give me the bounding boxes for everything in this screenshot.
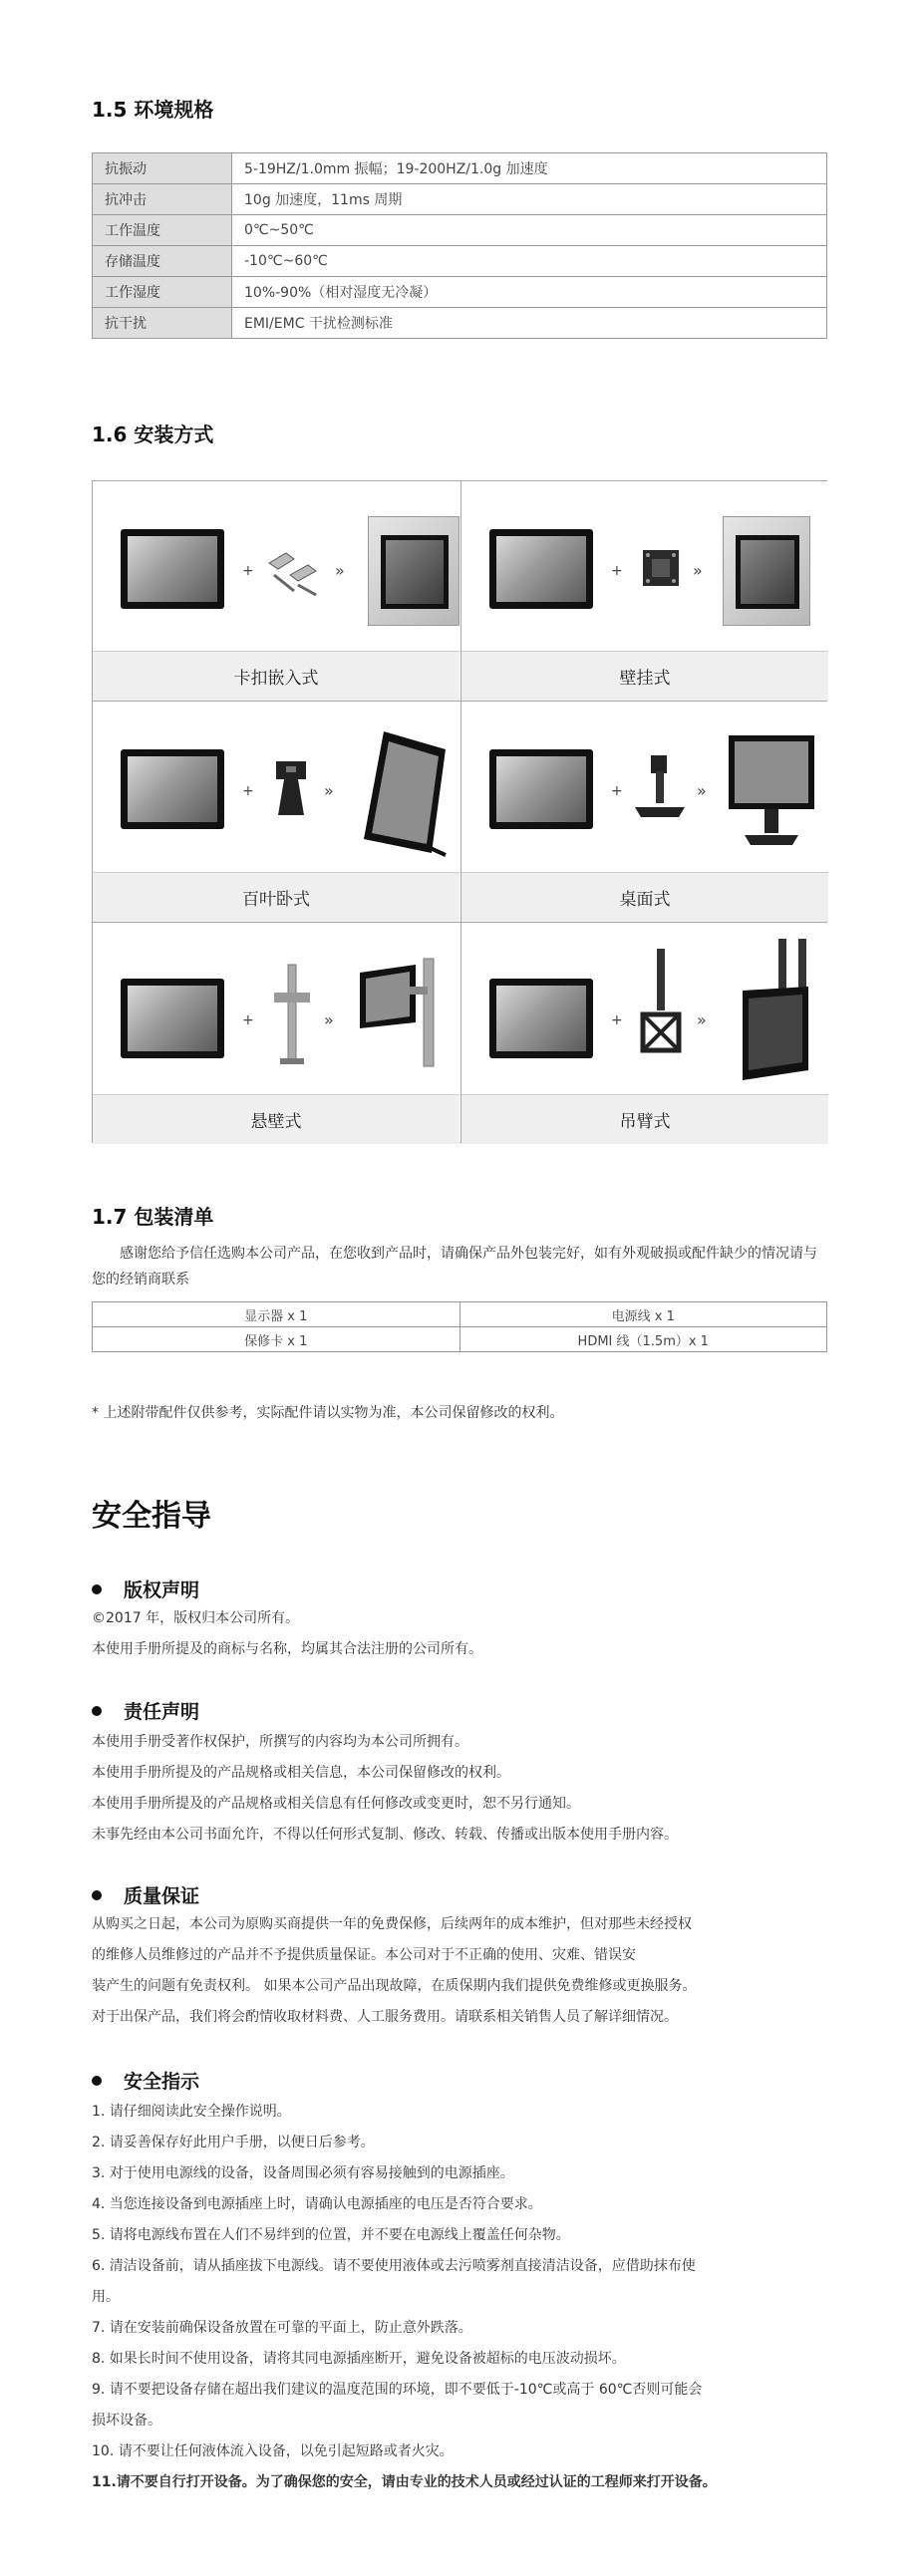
list-item: 1. 请仔细阅读此安全操作说明。 (92, 2104, 291, 2120)
louver-stand-icon (268, 757, 314, 819)
plus-icon: + (242, 1012, 254, 1028)
text-line: 未事先经由本公司书面允许，不得以任何形式复制、修改、转载、传播或出版本使用手册内容。 (92, 1827, 678, 1843)
text-line: ©2017 年，版权归本公司所有。 (92, 1610, 300, 1626)
heading-label: 版权声明 (124, 1579, 200, 1601)
plus-icon: + (611, 1012, 623, 1028)
list-item: 3. 对于使用电源线的设备，设备周围必须有容易接触到的电源插座。 (92, 2165, 514, 2181)
list-item: 用。 (92, 2289, 120, 2305)
mount-label: 悬壁式 (93, 1094, 459, 1144)
text-line: 本使用手册所提及的产品规格或相关信息有任何修改或变更时，恕不另行通知。 (92, 1796, 580, 1812)
panel-mounted-image (368, 516, 459, 626)
liability-body (92, 1727, 834, 1851)
text-line: 装产生的问题有免责权利。 如果本公司产品出现故障，在质保期内我们提供免费维修或更换服务。 (92, 1978, 697, 1994)
text-line: 对于出保产品，我们将会酌情收取材料费、人工服务费用。请联系相关销售人员了解详细情况。 (92, 2009, 678, 2025)
mount-label: 百叶卧式 (93, 872, 459, 922)
spec-key: 存储温度 (93, 246, 232, 277)
arrow-icon: » (697, 1010, 705, 1029)
list-item: 11.请不要自行打开设备。为了确保您的安全，请由专业的技术人员或经过认证的工程师来打开设备。 (92, 2474, 717, 2490)
spec-value: 10%-90%（相对湿度无冷凝） (232, 277, 827, 308)
install-section-title: 1.6 安装方式 (92, 423, 214, 446)
table-row (93, 1327, 827, 1352)
table-row (93, 277, 827, 308)
monitor-image (489, 529, 593, 609)
louver-monitor-image (354, 719, 454, 859)
monitor-image (489, 749, 593, 829)
text-line: 本使用手册所提及的产品规格或相关信息，本公司保留修改的权利。 (92, 1765, 510, 1781)
spec-value: -10℃~60℃ (232, 246, 827, 277)
arrow-icon: » (335, 561, 343, 580)
mount-illustration (461, 923, 828, 1092)
warranty-heading (92, 1881, 199, 1908)
instructions-heading (92, 2067, 199, 2094)
hanging-monitor-image (723, 937, 822, 1086)
table-row (93, 153, 827, 184)
packing-section-title: 1.7 包装清单 (92, 1205, 214, 1229)
mount-label: 桌面式 (461, 872, 828, 922)
panel-mounted-image (723, 516, 810, 626)
mount-option-wall (461, 481, 828, 701)
mount-illustration (93, 923, 459, 1092)
spec-key: 抗冲击 (93, 184, 232, 215)
spec-key: 抗振动 (93, 153, 232, 184)
heading-label: 质量保证 (124, 1885, 200, 1907)
heading-label: 安全指示 (124, 2071, 200, 2093)
mount-label: 卡扣嵌入式 (93, 651, 459, 701)
monitor-image (489, 979, 593, 1058)
arrow-icon: » (693, 561, 701, 580)
safety-title: 安全指导 (92, 1499, 211, 1534)
mount-option-desktop (461, 702, 828, 922)
list-item: 10. 请不要让任何液体流入设备，以免引起短路或者火灾。 (92, 2443, 454, 2459)
env-section-title: 1.5 环境规格 (92, 98, 214, 122)
text-line: 本使用手册所提及的商标与名称，均属其合法注册的公司所有。 (92, 1641, 482, 1657)
mount-illustration (93, 481, 459, 651)
desktop-stand-icon (631, 751, 689, 823)
bullet-icon (92, 2076, 102, 2086)
monitor-image (121, 979, 224, 1058)
list-item: 2. 请妥善保存好此用户手册，以便日后参考。 (92, 2135, 375, 2150)
packing-table (92, 1301, 827, 1352)
copyright-heading (92, 1575, 199, 1602)
table-row (93, 184, 827, 215)
desktop-monitor-image (723, 731, 822, 849)
list-item: 损坏设备。 (92, 2413, 161, 2429)
mounting-grid (92, 480, 827, 1143)
liability-heading (92, 1697, 199, 1724)
cantilever-monitor-image (354, 953, 454, 1072)
arrow-icon: » (324, 1010, 332, 1029)
packing-note: * 上述附带配件仅供参考，实际配件请以实物为准，本公司保留修改的权利。 (92, 1405, 564, 1421)
env-spec-table (92, 152, 827, 339)
spec-value: 0℃~50℃ (232, 215, 827, 246)
mount-label: 吊臂式 (461, 1094, 828, 1144)
mount-illustration (461, 481, 828, 651)
table-row (93, 246, 827, 277)
list-item: 7. 请在安装前确保设备放置在可靠的平面上，防止意外跌落。 (92, 2320, 472, 2336)
wall-bracket-icon (639, 546, 683, 590)
list-item: 5. 请将电源线布置在人们不易绊到的位置，并不要在电源线上覆盖任何杂物。 (92, 2227, 570, 2243)
monitor-image (121, 529, 224, 609)
arrow-icon: » (324, 781, 332, 800)
mount-option-snap-embedded (93, 481, 459, 701)
table-row (93, 308, 827, 339)
plus-icon: + (242, 783, 254, 799)
text-line: 的维修人员维修过的产品并不予提供质量保证。本公司对于不正确的使用、灾难、错误安 (92, 1947, 636, 1963)
text-line: 从购买之日起，本公司为原购买商提供一年的免费保修，后续两年的成本维护，但对那些未经授权 (92, 1916, 692, 1932)
mount-option-louver (93, 702, 459, 922)
spec-key: 工作温度 (93, 215, 232, 246)
hanging-bracket-icon (633, 945, 689, 1074)
warranty-body (92, 1909, 834, 2033)
spec-key: 抗干扰 (93, 308, 232, 339)
text-line: 本使用手册受著作权保护，所撰写的内容均为本公司所拥有。 (92, 1734, 468, 1750)
list-item: 4. 当您连接设备到电源插座上时，请确认电源插座的电压是否符合要求。 (92, 2196, 542, 2212)
bullet-icon (92, 1706, 102, 1716)
bullet-icon (92, 1584, 102, 1594)
monitor-image (121, 749, 224, 829)
instructions-list (92, 2097, 834, 2498)
mount-option-cantilever (93, 923, 459, 1144)
mount-illustration (93, 702, 459, 871)
spec-value: 5-19HZ/1.0mm 振幅；19-200HZ/1.0g 加速度 (232, 153, 827, 184)
snap-clip-icon (264, 545, 326, 597)
packing-item: 保修卡 x 1 (93, 1327, 460, 1352)
spec-value: EMI/EMC 干扰检测标准 (232, 308, 827, 339)
mount-illustration (461, 702, 828, 871)
mount-option-hanging-arm (461, 923, 828, 1144)
heading-label: 责任声明 (124, 1701, 200, 1723)
spec-value: 10g 加速度，11ms 周期 (232, 184, 827, 215)
table-row (93, 1302, 827, 1327)
cantilever-arm-icon (270, 959, 314, 1068)
copyright-body (92, 1603, 834, 1665)
plus-icon: + (611, 783, 623, 799)
plus-icon: + (242, 563, 254, 579)
list-item: 9. 请不要把设备存储在超出我们建议的温度范围的环境，即不要低于-10℃或高于 60℃否则可能会 (92, 2382, 703, 2398)
bullet-icon (92, 1890, 102, 1900)
packing-item: 电源线 x 1 (459, 1302, 827, 1327)
packing-item: HDMI 线（1.5m）x 1 (459, 1327, 827, 1352)
arrow-icon: » (697, 781, 705, 800)
packing-item: 显示器 x 1 (93, 1302, 460, 1327)
table-row (93, 215, 827, 246)
plus-icon: + (611, 563, 623, 579)
list-item: 8. 如果长时间不使用设备，请将其同电源插座断开，避免设备被超标的电压波动损坏。 (92, 2351, 626, 2367)
list-item: 6. 清洁设备前，请从插座拔下电源线。请不要使用液体或去污喷雾剂直接清洁设备，应借助抹布使 (92, 2258, 696, 2274)
mount-label: 壁挂式 (461, 651, 828, 701)
spec-key: 工作湿度 (93, 277, 232, 308)
packing-intro: 感谢您给予信任选购本公司产品，在您收到产品时，请确保产品外包装完好，如有外观破损或配件缺少的情况请与您的经销商联系 (92, 1246, 817, 1288)
